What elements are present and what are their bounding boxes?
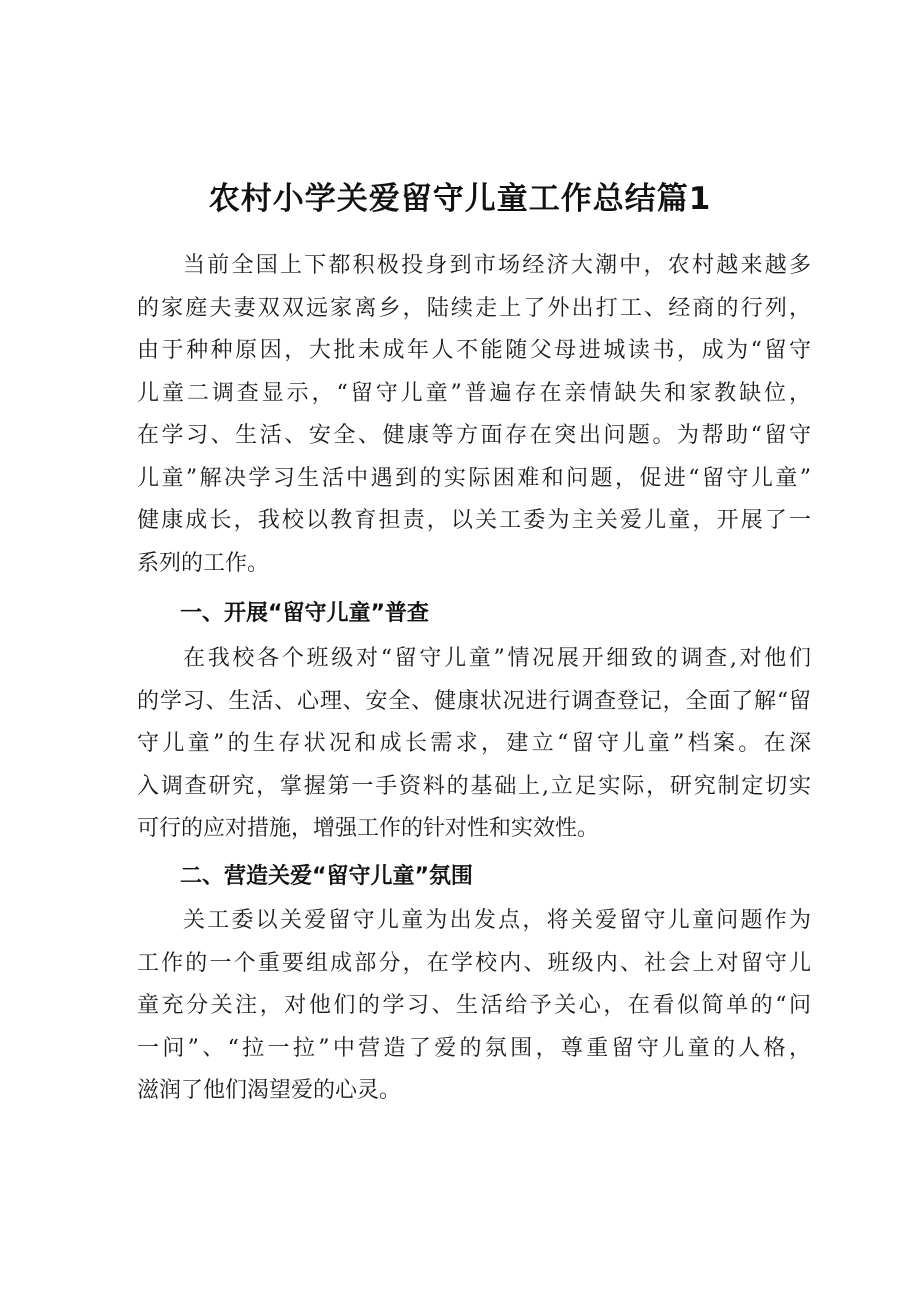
paragraph-line: 守儿童”的生存状况和成长需求，建立“留守儿童”档案。在深 [137,731,811,756]
paragraph-line: 的家庭夫妻双双远家离乡，陆续走上了外出打工、经商的行列， [137,295,811,321]
paragraph-line: 的学习、生活、心理、安全、健康状况进行调查登记，全面了解“留 [137,688,811,714]
paragraph-line: 在学习、生活、安全、健康等方面存在突出问题。为帮助“留守 [137,423,811,448]
section-1-paragraph [137,638,811,851]
section-heading-2: 二、营造关爱“留守儿童”氛围 [180,864,473,889]
intro-paragraph [137,245,811,585]
section-heading-1: 一、开展“留守儿童”普查 [180,601,429,626]
paragraph-line: 童充分关注，对他们的学习、生活给予关心，在看似简单的“问 [137,993,811,1018]
paragraph-line: 由于种种原因，大批未成年人不能随父母进城读书，成为“留守 [137,338,811,363]
paragraph-line: 工作的一个重要组成部分，在学校内、班级内、社会上对留守儿 [137,950,811,976]
paragraph-line: 健康成长，我校以教育担责，以关工委为主关爱儿童，开展了一 [137,508,811,533]
section-2-paragraph [137,900,811,1113]
paragraph-line: 滋润了他们渴望爱的心灵。 [137,1078,402,1103]
paragraph-line: 一问”、“拉一拉”中营造了爱的氛围，尊重留守儿童的人格， [137,1035,811,1061]
paragraph-line: 在我校各个班级对“留守儿童”情况展开细致的调查,对他们 [183,646,811,671]
paragraph-line: 儿童二调查显示，“留守儿童”普遍存在亲情缺失和家教缺位， [137,380,811,406]
paragraph-line: 儿童”解决学习生活中遇到的实际困难和问题，促进“留守儿童” [137,465,811,491]
paragraph-line: 系列的工作。 [137,550,270,576]
paragraph-line: 关工委以关爱留守儿童为出发点，将关爱留守儿童问题作为 [183,908,811,933]
paragraph-line: 当前全国上下都积极投身到市场经济大潮中，农村越来越多 [183,253,811,278]
paragraph-line: 入调查研究，掌握第一手资料的基础上,立足实际，研究制定切实 [137,773,811,799]
paragraph-line: 可行的应对措施，增强工作的针对性和实效性。 [137,816,600,841]
page-title: 农村小学关爱留守儿童工作总结篇1 [208,180,712,217]
